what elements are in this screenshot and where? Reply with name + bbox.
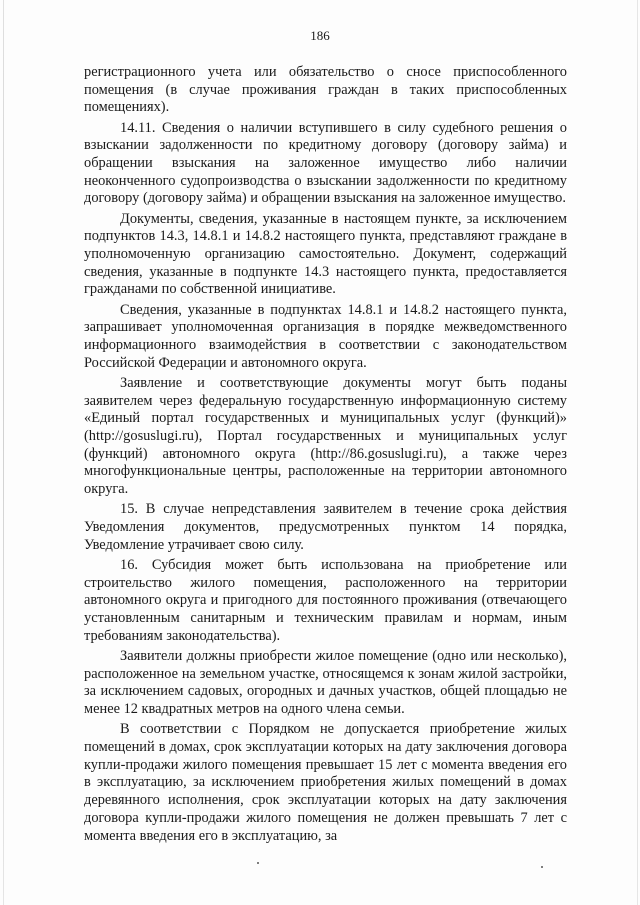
paragraph: регистрационного учета или обязательство о сносе приспособленного помещения (в случае проживания граждан в таких приспособленных помещениях). (84, 64, 567, 116)
paragraph: Документы, сведения, указанные в настоящем пункте, за исключением подпунктов 14.3, 14.8.1 и 14.8.2 настоящего пункта, представляют граждане в уполномоченную организацию самостоятельно. Документ, содержащий сведения, указанные в подпункте 14.3 настоящего пункта, предоставляется гражданами по собственной инициативе. (84, 210, 567, 298)
paragraph: 14.11. Сведения о наличии вступившего в силу судебного решения о взыскании задолженности по кредитному договору (договору займа) и обращении взыскания на заложенное имущество либо наличии неоконченного судопроизводства о взыскании задолженности по кредитному договору (договору займа) и обращении взыскания на заложенное имущество. (84, 119, 567, 207)
paragraph: Заявление и соответствующие документы могут быть поданы заявителем через федеральную государственную информационную систему «Единый портал государственных и муниципальных услуг (функций)» (http://gosuslugi.ru), Портал государственных и муниципальных услуг (функций) автономного округа (http://86.gosuslugi.ru), а также через многофункциональные центры, расположенные на территории автономного округа. (84, 374, 567, 498)
scan-edge-left (3, 0, 4, 905)
paragraph: Сведения, указанные в подпунктах 14.8.1 и 14.8.2 настоящего пункта, запрашивает уполномоченная организация в порядке межведомственного информационного взаимодействия в соответствии с законодательством Российской Федерации и автономного округа. (84, 301, 567, 371)
document-body (84, 64, 567, 848)
scan-speck (541, 866, 543, 868)
scan-speck (257, 862, 259, 864)
scan-edge-right (637, 0, 638, 905)
paragraph: 15. В случае непредставления заявителем в течение срока действия Уведомления документов, предусмотренных пунктом 14 порядка, Уведомление утрачивает свою силу. (84, 501, 567, 553)
paragraph: Заявители должны приобрести жилое помещение (одно или несколько), расположенное на земельном участке, относящемся к зонам жилой застройки, за исключением садовых, огородных и дачных участков, общей площадью не менее 12 квадратных метров на одного члена семьи. (84, 648, 567, 718)
page-number: 186 (310, 28, 330, 43)
paragraph: 16. Субсидия может быть использована на приобретение или строительство жилого помещения, расположенного на территории автономного округа и пригодного для постоянного проживания (отвечающего установленным санитарным и техническим правилам и нормам, иным требованиям законодательства). (84, 556, 567, 644)
paragraph: В соответствии с Порядком не допускается приобретение жилых помещений в домах, срок эксплуатации которых на дату заключения договора купли-продажи жилого помещения превышает 15 лет с момента введения его в эксплуатацию, за исключением приобретения жилых помещений в домах деревянного исполнения, срок эксплуатации которых на дату заключения договора купли-продажи жилого помещения не должен превышать 7 лет с момента введения его в эксплуатацию, за (84, 721, 567, 844)
